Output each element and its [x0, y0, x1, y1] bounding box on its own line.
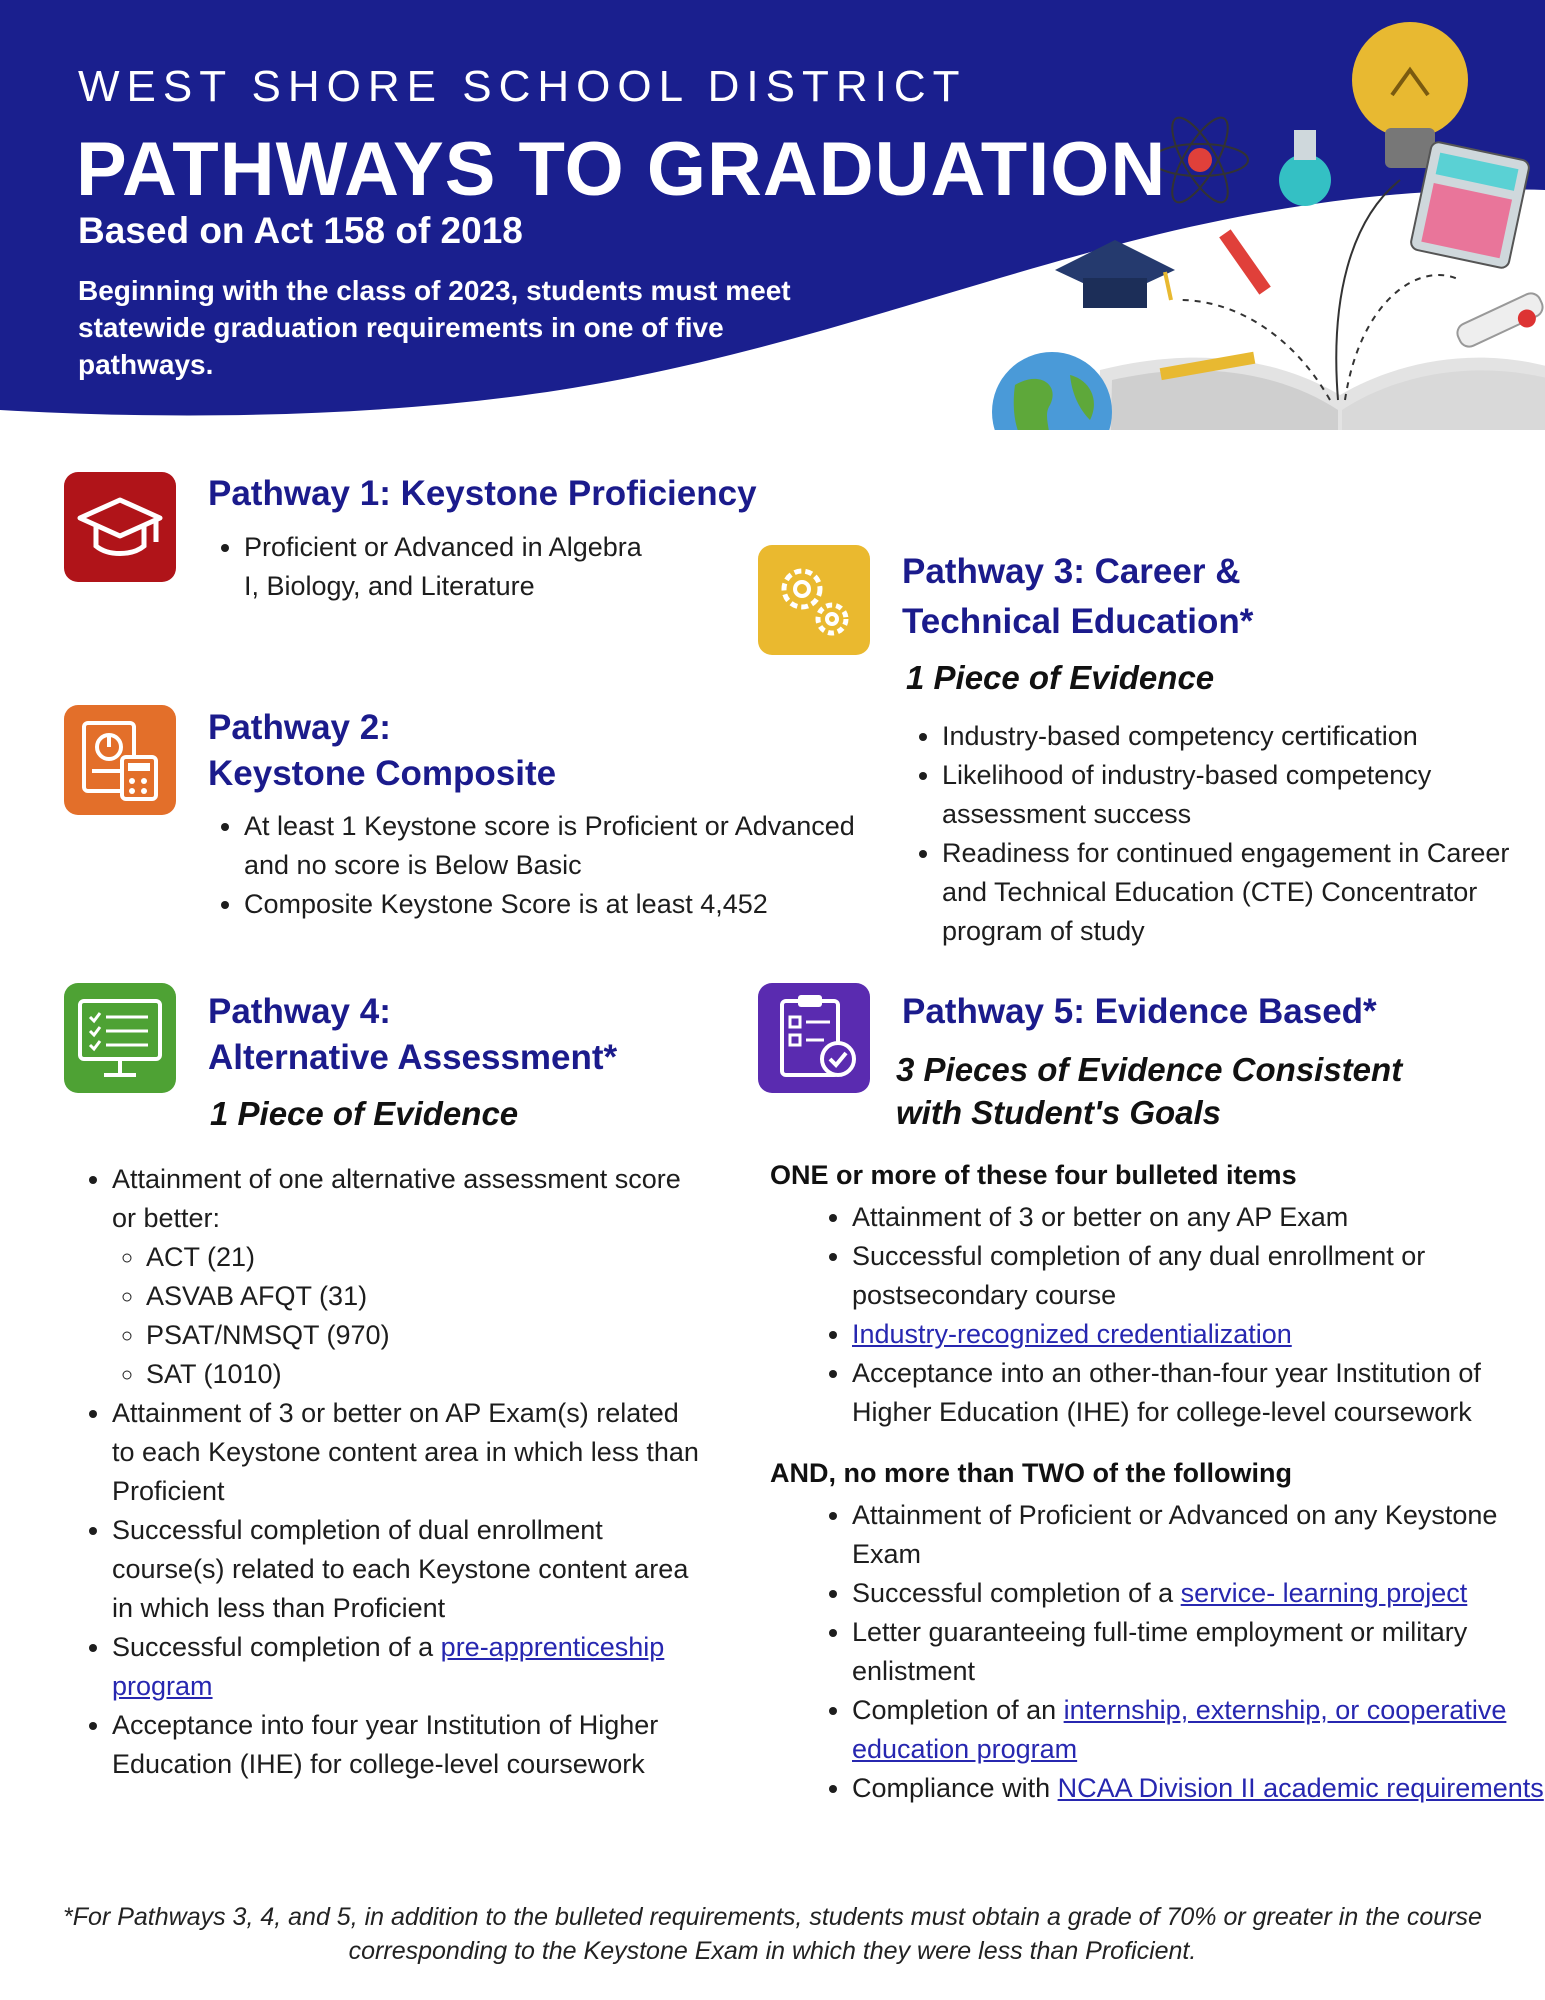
pathway1-title: Pathway 1: Keystone Proficiency [208, 474, 757, 513]
ncaa-requirements-link[interactable]: NCAA Division II academic requirements [1057, 1773, 1544, 1803]
computer-checklist-icon [64, 983, 176, 1093]
list-item-text: Successful completion of a [112, 1632, 441, 1662]
internship-link[interactable]: internship, externship, or cooperative education program [852, 1695, 1507, 1764]
list-item: • Readiness for continued engagement in Career and Technical Education (CTE) Concentrator program of study [942, 834, 1532, 951]
pencil-icon [1219, 229, 1271, 294]
list-item [852, 1574, 1545, 1613]
sub-list-item: ◦ ASVAB AFQT (31) [146, 1277, 702, 1316]
pathway3-title-line2: Technical Education* [902, 602, 1254, 641]
pathway3-icon-box [758, 545, 870, 655]
list-item: • Attainment of 3 or better on AP Exam(s) related to each Keystone content area in which less than Proficient [112, 1394, 702, 1511]
list-item: • Composite Keystone Score is at least 4,452 [244, 885, 864, 924]
sub-list-item: ◦ PSAT/NMSQT (970) [146, 1316, 702, 1355]
pathway5-subtitle-line1: 3 Pieces of Evidence Consistent [896, 1051, 1403, 1088]
list-item: • Letter guaranteeing full-time employment or military enlistment [852, 1613, 1545, 1691]
pathway3-list [908, 717, 1532, 951]
list-item: • Successful completion of dual enrollment course(s) related to each Keystone content area in which less than Proficient [112, 1511, 702, 1628]
pre-apprenticeship-link[interactable]: pre-apprenticeship program [112, 1632, 665, 1701]
list-item [852, 1769, 1545, 1808]
list-item [852, 1315, 1545, 1354]
pathway5-group1-heading: ONE or more of these four bulleted items [770, 1160, 1297, 1190]
graduation-cap-icon [64, 472, 176, 582]
list-item [112, 1628, 702, 1706]
pathway1-list [210, 528, 644, 606]
sub-list-item: ◦ SAT (1010) [146, 1355, 702, 1394]
footnote: *For Pathways 3, 4, and 5, in addition to the bulleted requirements, students must obtain a grade of 70% or greater in the course corresponding to the Keystone Exam in which they were less than Proficient. [63, 1903, 1482, 1965]
open-book-icon [1090, 358, 1545, 430]
list-item-text: Compliance with [852, 1773, 1058, 1803]
pathway2-icon-box [64, 705, 176, 815]
calculator-icon [1410, 141, 1531, 269]
intro-text: Beginning with the class of 2023, students must meet statewide graduation requirements in one of five pathways. [78, 275, 791, 380]
sub-list [112, 1238, 702, 1394]
pathway4-title-line2: Alternative Assessment* [208, 1038, 618, 1077]
pathway4-list [78, 1160, 702, 1784]
pathway5-icon-box [758, 983, 870, 1093]
page-title: PATHWAYS TO GRADUATION [76, 127, 1167, 212]
clipboard-check-icon [758, 983, 870, 1093]
pathway2-title-line2: Keystone Composite [208, 754, 557, 793]
pathway3-title-line1: Pathway 3: Career & [902, 552, 1241, 591]
list-item: • Successful completion of any dual enrollment or postsecondary course [852, 1237, 1545, 1315]
act-subtitle: Based on Act 158 of 2018 [78, 210, 523, 251]
pathway1-icon-box [64, 472, 176, 582]
pathway5-group2-heading: AND, no more than TWO of the following [770, 1458, 1292, 1488]
report-calculator-icon [64, 705, 176, 815]
sub-list-item: ◦ ACT (21) [146, 1238, 702, 1277]
service-learning-link[interactable]: service- learning project [1180, 1578, 1468, 1608]
list-item [112, 1160, 702, 1394]
list-item-text: Completion of an [852, 1695, 1064, 1725]
gears-icon [758, 545, 870, 655]
pathway2-title-line1: Pathway 2: [208, 708, 391, 747]
list-item: • Likelihood of industry-based competency assessment success [942, 756, 1532, 834]
pathway3-subtitle: 1 Piece of Evidence [906, 659, 1215, 696]
list-item: • Acceptance into an other-than-four year Institution of Higher Education (IHE) for college-level coursework [852, 1354, 1545, 1432]
list-item: • At least 1 Keystone score is Proficient or Advanced and no score is Below Basic [244, 807, 864, 885]
pathway5-title: Pathway 5: Evidence Based* [902, 992, 1377, 1031]
pathway5-subtitle-line2: with Student's Goals [896, 1094, 1222, 1131]
list-item: • Proficient or Advanced in Algebra I, Biology, and Literature [244, 528, 644, 606]
list-item: • Acceptance into four year Institution of Higher Education (IHE) for college-level coursework [112, 1706, 702, 1784]
list-item: • Attainment of 3 or better on any AP Exam [852, 1198, 1545, 1237]
list-item: • Industry-based competency certification [942, 717, 1532, 756]
pathway5-group1-list [818, 1198, 1545, 1432]
pathway5-group2-list [818, 1496, 1545, 1808]
pathway4-icon-box [64, 983, 176, 1093]
district-name: WEST SHORE SCHOOL DISTRICT [78, 62, 967, 111]
pathway2-list [210, 807, 864, 924]
list-item: • Attainment of Proficient or Advanced on any Keystone Exam [852, 1496, 1545, 1574]
list-item-text: Attainment of one alternative assessment score or better: [112, 1164, 681, 1233]
pathway4-subtitle: 1 Piece of Evidence [210, 1095, 519, 1132]
list-item [852, 1691, 1545, 1769]
diploma-icon [1454, 290, 1545, 356]
list-item-text: Successful completion of a [852, 1578, 1181, 1608]
pathway4-title-line1: Pathway 4: [208, 992, 391, 1031]
industry-credentialization-link[interactable]: Industry-recognized credentialization [852, 1319, 1292, 1349]
globe-icon [992, 352, 1112, 430]
